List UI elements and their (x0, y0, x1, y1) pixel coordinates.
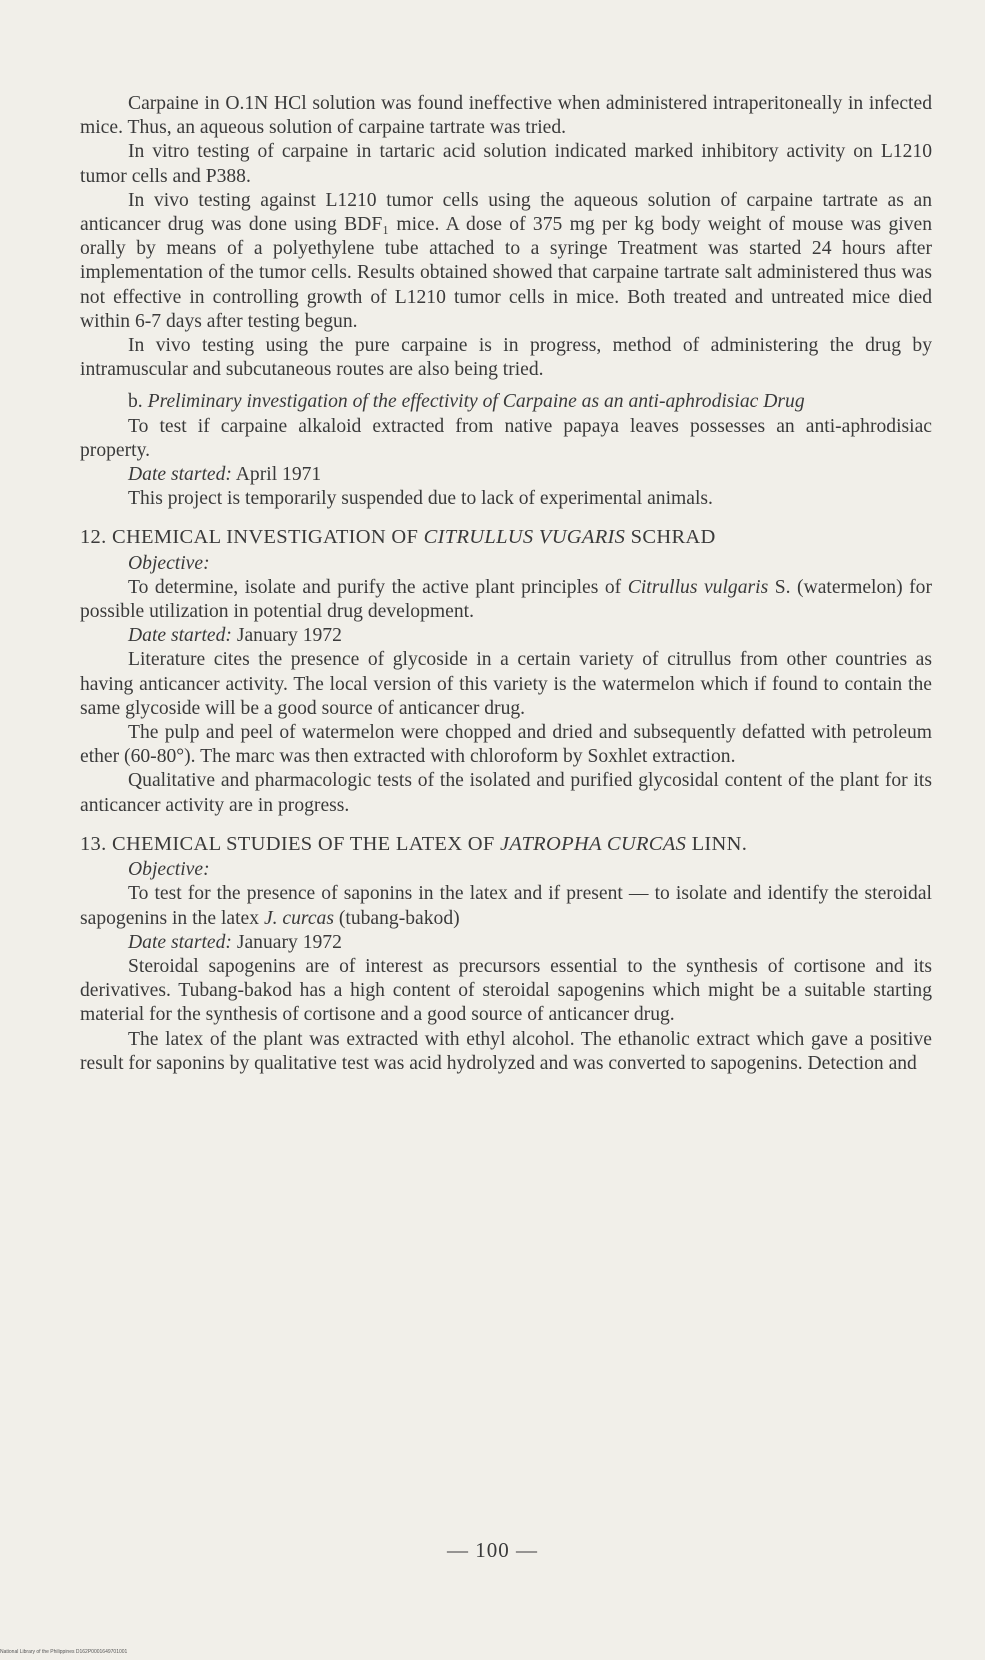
section-13-title-end: LINN. (691, 832, 748, 855)
date-value: January 1972 (236, 625, 342, 647)
date-value: January 1972 (236, 931, 342, 953)
objective-text-pre: To test for the presence of saponins in the latex and if present — to isolate and identify the steroidal sapogenins in the latex (80, 883, 932, 929)
section-12-paragraph-literature: Literature cites the presence of glycoside in a certain variety of citrullus from other countries as having anticancer activity. The local version of this variety is the watermelon which if found to contain the same glycoside will be a good source of anticancer drug. (80, 649, 932, 719)
date-value: April 1971 (235, 464, 322, 486)
section-13-paragraph-latex: The latex of the plant was extracted with ethyl alcohol. The ethanolic extract which gave a positive result for saponins by qualitative test was acid hydrolyzed and was converted to sapogenins. Detection and (80, 1028, 932, 1074)
footer-archive-note: National Library of the Philippines D162P0001649701001 (0, 1649, 128, 1655)
paragraph-carpaine-hcl: Carpaine in O.1N HCl solution was found ineffective when administered intraperitoneally in infected mice. Thus, an aqueous solution of carpaine tartrate was tried. (80, 93, 932, 139)
section-b-title: Preliminary investigation of the effectivity of Carpaine as an anti-aphrodisiac Drug (147, 391, 805, 413)
document-page (80, 92, 932, 1076)
section-12-title-italic: CITRULLUS VUGARIS (423, 526, 626, 549)
section-12-objective (80, 576, 932, 624)
paragraph-in-vivo-l1210: In vivo testing against L1210 tumor cells using the aqueous solution of carpaine tartrate as an anticancer drug was done using BDF₁ mice. A dose of 375 mg per kg body weight of mouse was given orally by means of a polyethylene tube attached to a syringe Treatment was started 24 hours after implementation of the tumor cells. Results obtained showed that carpaine tartrate salt administered thus was not effective in controlling growth of L1210 tumor cells in mice. Both treated and untreated mice died within 6-7 days after testing begun. (80, 189, 932, 332)
objective-species: Citrullus vulgaris (627, 576, 769, 598)
section-b-heading (80, 390, 932, 414)
section-12-title-plain: CHEMICAL INVESTIGATION OF (111, 526, 419, 549)
section-13-heading (80, 832, 932, 856)
section-12-title-end: SCHRAD (630, 526, 716, 549)
date-label: Date started: (128, 464, 232, 486)
date-label: Date started: (128, 625, 232, 647)
section-12-date (80, 624, 932, 648)
section-13-date (80, 931, 932, 955)
section-b-status: This project is temporarily suspended due to lack of experimental animals. (128, 488, 713, 510)
section-12-objective-label: Objective: (128, 552, 210, 574)
section-13-title-plain: CHEMICAL STUDIES OF THE LATEX OF (111, 832, 495, 855)
section-12-paragraph-tests: Qualitative and pharmacologic tests of the isolated and purified glycosidal content of the plant for its anticancer activity are in progress. (80, 770, 932, 816)
objective-species: J. curcas (263, 907, 334, 929)
date-label: Date started: (128, 931, 232, 953)
section-13-paragraph-steroidal: Steroidal sapogenins are of interest as precursors essential to the synthesis of cortisone and its derivatives. Tubang-bakod has a high content of steroidal sapogenins which might be a suitable starting material for the synthesis of cortisone and a good source of anticancer drug. (80, 955, 932, 1026)
section-13-objective-label: Objective: (128, 859, 210, 881)
section-12-number: 12. (80, 526, 107, 549)
section-13-objective (80, 882, 932, 930)
section-b-prefix: b. (128, 391, 143, 413)
objective-text-pre: To determine, isolate and purify the active plant principles of (128, 576, 622, 598)
objective-text-post: S. (watermelon) for possible utilization in potential drug development. (80, 576, 932, 623)
section-b-objective: To test if carpaine alkaloid extracted from native papaya leaves possesses an anti-aphrodisiac property. (80, 415, 932, 461)
paragraph-in-vivo-pure: In vivo testing using the pure carpaine is in progress, method of administering the drug by intramuscular and subcutaneous routes are also being tried. (80, 335, 932, 381)
section-b-date (80, 463, 932, 487)
section-12-paragraph-pulp: The pulp and peel of watermelon were chopped and dried and subsequently defatted with petroleum ether (60-80°). The marc was then extracted with chloroform by Soxhlet extraction. (80, 722, 932, 768)
paragraph-in-vitro: In vitro testing of carpaine in tartaric acid solution indicated marked inhibitory activity on L1210 tumor cells and P388. (80, 141, 932, 187)
section-13-title-italic: JATROPHA CURCAS (500, 832, 687, 855)
section-12-heading (80, 525, 932, 549)
objective-text-post: (tubang-bakod) (338, 907, 460, 929)
section-13-number: 13. (80, 832, 107, 855)
page-number: — 100 — (447, 1538, 538, 1562)
